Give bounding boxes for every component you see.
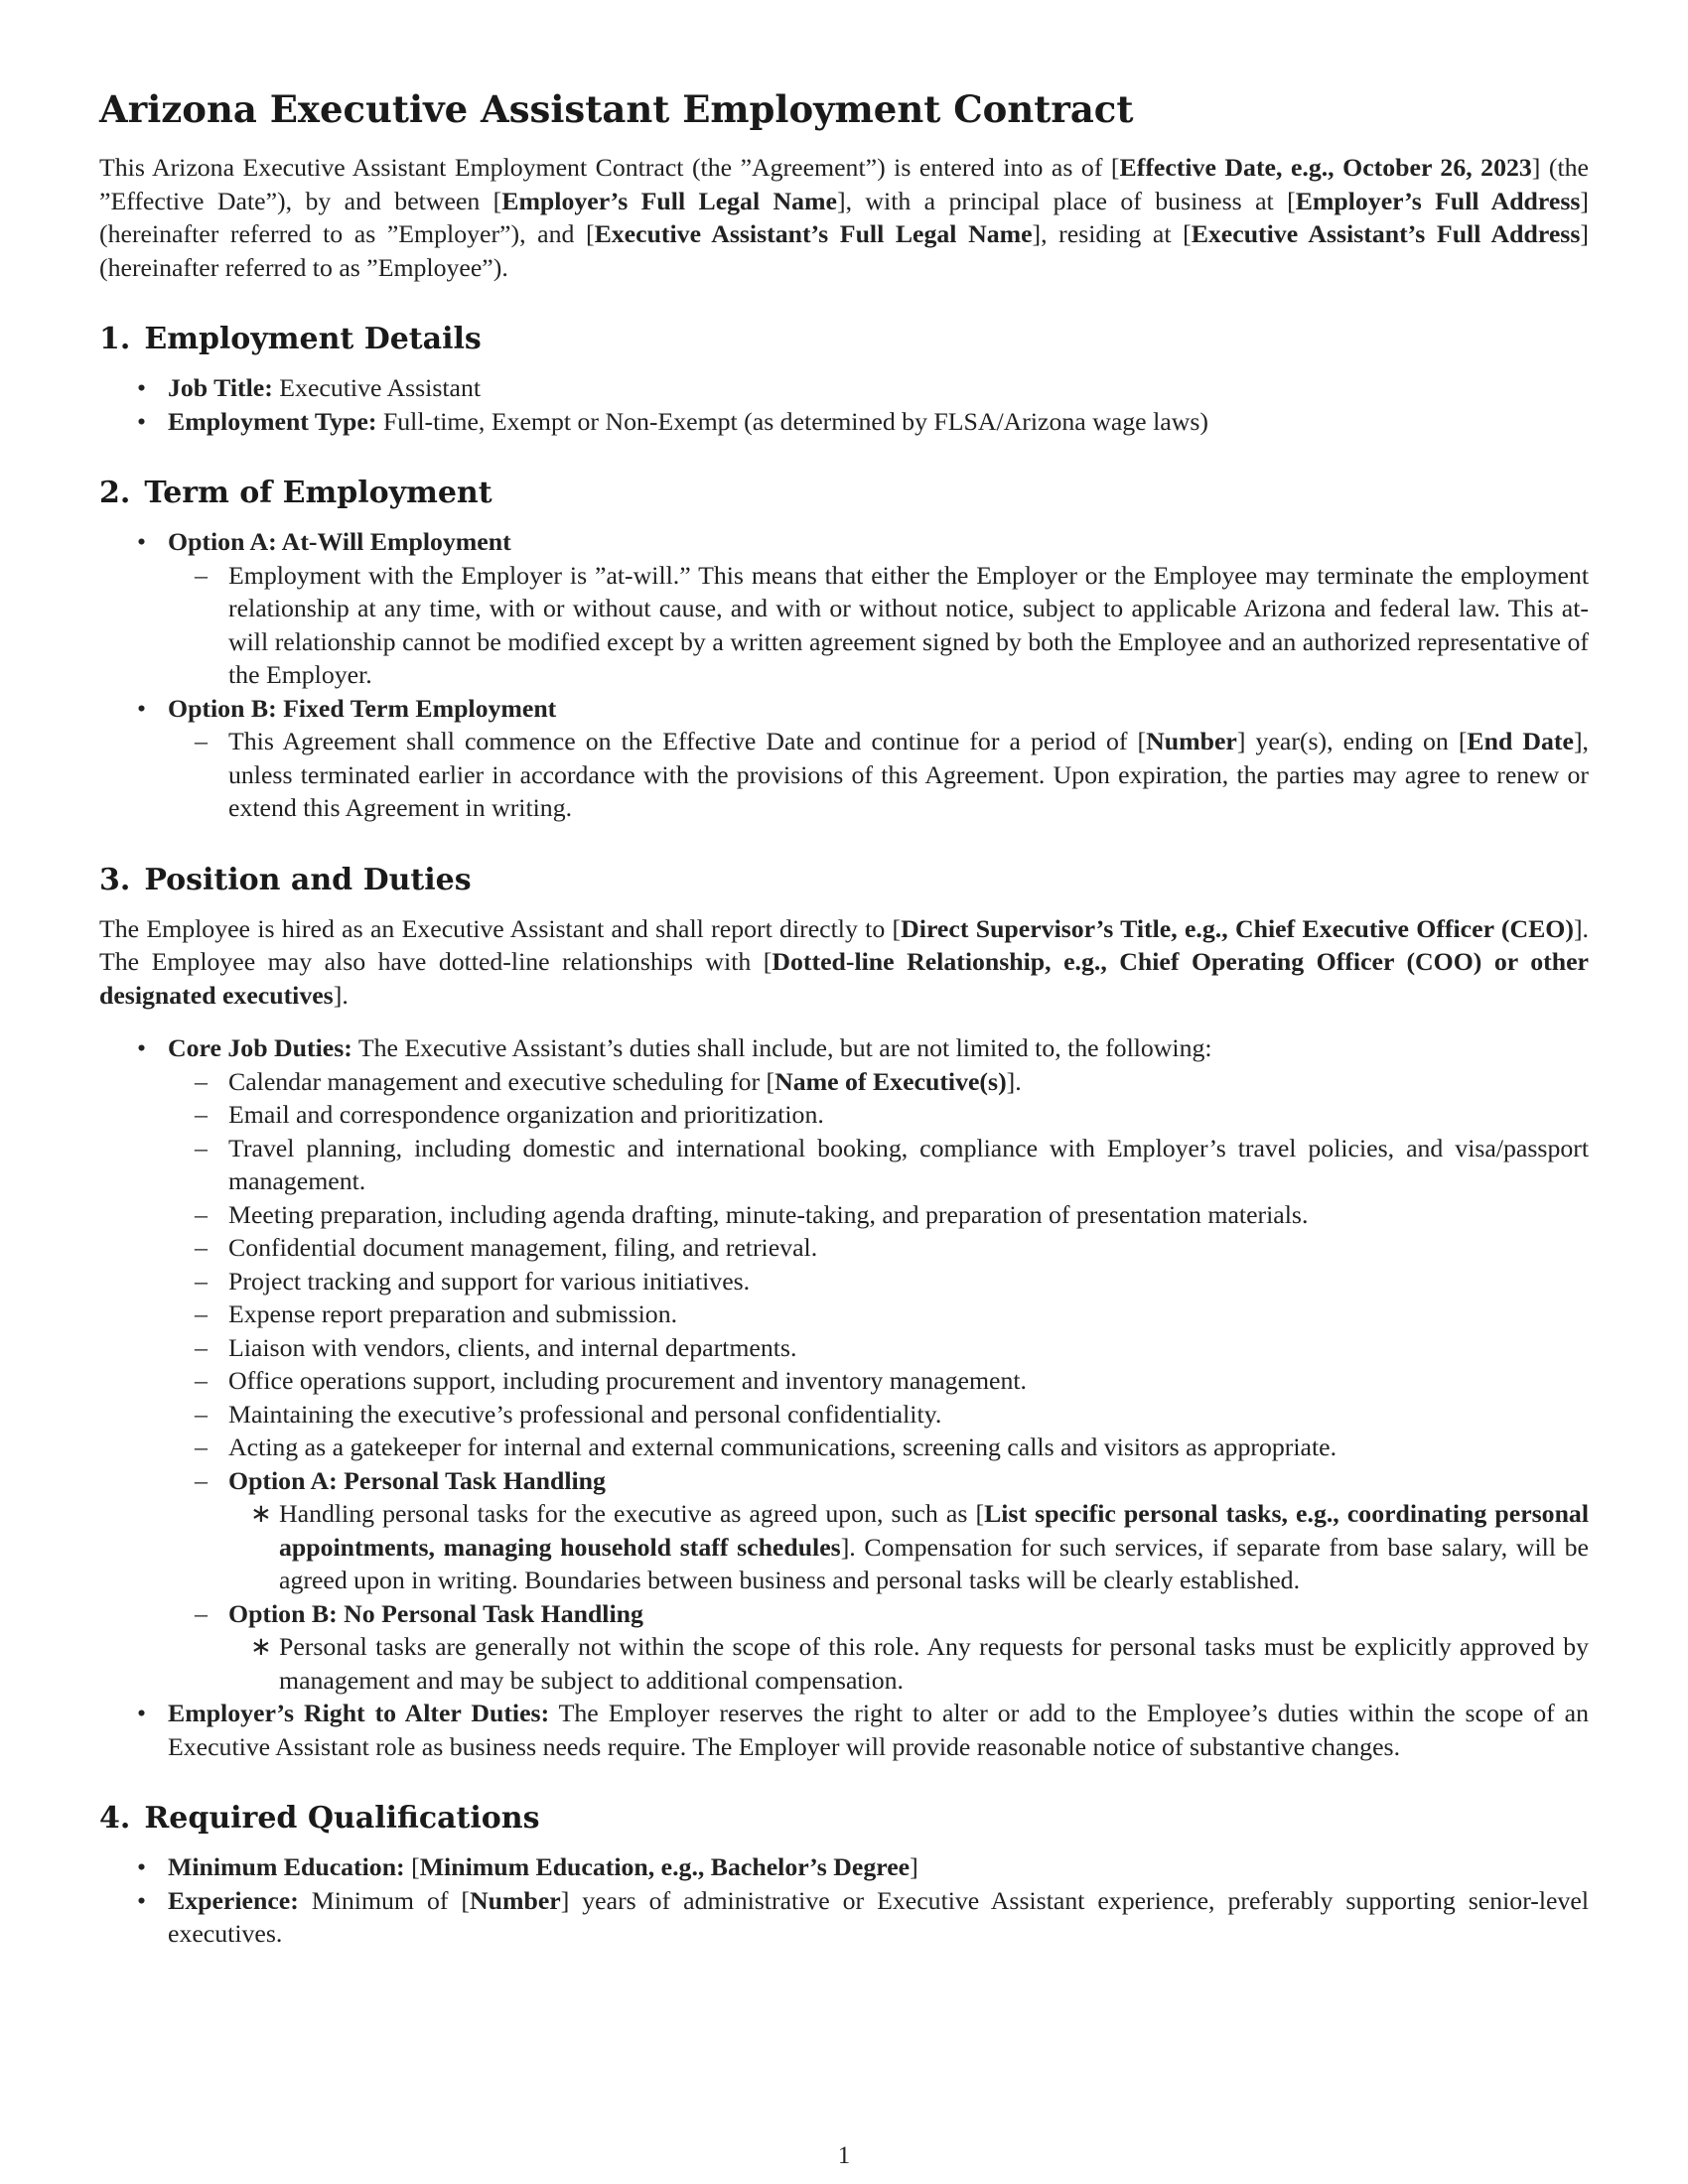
list-item: – Project tracking and support for various initiatives. [168, 1265, 1589, 1298]
intro-paragraph: This Arizona Executive Assistant Employment Contract (the ”Agreement”) is entered into as of [Effective Date, e.g., October 26, 2023] (the ”Effective Date”), by and between [Employer’s Full Legal Name], with a principal place of business at [Employer’s Full Address] (hereinafter referred to as ”Employer”), and [Executive Assistant’s Full Legal Name], residing at [Executive Assistant’s Full Address] (hereinafter referred to as ”Employee”). [99, 153, 1589, 282]
list-item: – Office operations support, including procurement and inventory management. [168, 1364, 1589, 1398]
list-item: ∗ Personal tasks are generally not within the scope of this role. Any requests for personal tasks must be explicitly approved by management and may be subject to additional compensation. [228, 1630, 1589, 1697]
position-paragraph: The Employee is hired as an Executive Assistant and shall report directly to [Direct Supervisor’s Title, e.g., Chief Executive Officer (CEO)]. The Employee may also have dotted-line relationships with [Dotted-line Relationship, e.g., Chief Operating Officer (COO) or other designated executives]. [99, 913, 1590, 1010]
list-item: – This Agreement shall commence on the Effective Date and continue for a period of [Number] year(s), ending on [End Date], unless terminated earlier in accordance with the provisions of this Agreement. Upon expiration, the parties may agree to renew or extend this Agreement in writing. [168, 725, 1589, 825]
section-heading: 4. Required Qualifications [99, 1801, 540, 1837]
list-item: ∗ Handling personal tasks for the executive as agreed upon, such as [List specific personal tasks, e.g., coordinating personal appointments, managing household staff schedules]. Compensation for such services, if separate from base salary, will be agreed upon in writing. Boundaries between business and personal tasks will be clearly established. [228, 1497, 1589, 1597]
list-item: • Job Title: Executive Assistant [99, 371, 1589, 405]
section-heading: 1. Employment Details [99, 322, 482, 357]
bullet-list [99, 371, 1589, 438]
section-heading: 2. Term of Employment [99, 476, 492, 511]
document-page [99, 87, 1589, 1951]
list-item: • Option B: Fixed Term Employment – This Agreement shall commence on the Effective Date and continue for a period of [Number] year(s), ending on [End Date], unless terminated earlier in accordance with the provisions of this Agreement. Upon expiration, the parties may agree to renew or extend this Agreement in writing. [99, 692, 1589, 825]
list-item: • Minimum Education: [Minimum Education, e.g., Bachelor’s Degree] [99, 1850, 1589, 1884]
list-item: • Option A: At-Will Employment – Employment with the Employer is ”at-will.” This means that either the Employer or the Employee may terminate the employment relationship at any time, with or without cause, and with or without notice, subject to applicable Arizona and federal law. This at-will relationship cannot be modified except by a written agreement signed by both the Employee and an authorized representative of the Employer. [99, 525, 1589, 692]
list-item: – Meeting preparation, including agenda drafting, minute-taking, and preparation of presentation materials. [168, 1198, 1589, 1232]
list-item: – Maintaining the executive’s professional and personal confidentiality. [168, 1398, 1589, 1432]
bullet-list [99, 1031, 1589, 1763]
bullet-list [99, 1850, 1589, 1951]
list-item: • Employer’s Right to Alter Duties: The Employer reserves the right to alter or add to the Employee’s duties within the scope of an Executive Assistant role as business needs require. The Employer will provide reasonable notice of substantive changes. [99, 1697, 1589, 1763]
list-item: • Core Job Duties: The Executive Assistant’s duties shall include, but are not limited to, the following: – Calendar management and executive scheduling for [Name of Executive(s)]. – Email and correspondence organization and prioritization. – Travel planning, including domestic and international booking, compliance with Employer’s travel policies, and visa/passport management. – Meeting preparation, including agenda drafting, minute-taking, and preparation of presentation materials. – Confidential document management, filing, and retrieval. – Project tracking and support for various initiatives. – Expense report preparation and submission. – Liaison with vendors, clients, and internal departments. – Office operations support, including procurement and inventory management. – Maintaining the executive’s professional and personal confidentiality. – Acting as a gatekeeper for internal and external communications, screening calls and visitors as appropriate. – Option A: Personal Task Handling ∗ Handling personal tasks for the executive as agreed upon, such as [List specific personal tasks, e.g., coordinating personal appointments, managing household staff schedules]. Compensation for such services, if separate from base salary, will be agreed upon in writing. Boundaries between business and personal tasks will be clearly established. – Option B: No Personal Task Handling ∗ Personal tasks are generally not within the scope of this role. Any requests for personal tasks must be explicitly approved by management and may be subject to additional compensation. [99, 1031, 1589, 1697]
list-item: – Option B: No Personal Task Handling ∗ Personal tasks are generally not within the scope of this role. Any requests for personal tasks must be explicitly approved by management and may be subject to additional compensation. [168, 1597, 1589, 1698]
bullet-list [99, 525, 1589, 825]
list-item: – Expense report preparation and submission. [168, 1297, 1589, 1331]
document-title: Arizona Executive Assistant Employment Contract [99, 87, 1134, 131]
list-item: – Calendar management and executive scheduling for [Name of Executive(s)]. [168, 1065, 1589, 1099]
list-item: – Confidential document management, filing, and retrieval. [168, 1231, 1589, 1265]
duties-list [168, 1065, 1589, 1698]
list-item: • Employment Type: Full-time, Exempt or Non-Exempt (as determined by FLSA/Arizona wage laws) [99, 405, 1589, 439]
list-item: – Employment with the Employer is ”at-will.” This means that either the Employer or the Employee may terminate the employment relationship at any time, with or without cause, and with or without notice, subject to applicable Arizona and federal law. This at-will relationship cannot be modified except by a written agreement signed by both the Employee and an authorized representative of the Employer. [168, 559, 1589, 692]
list-item: – Liaison with vendors, clients, and internal departments. [168, 1331, 1589, 1365]
list-item: • Experience: Minimum of [Number] years of administrative or Executive Assistant experience, preferably supporting senior-level executives. [99, 1884, 1589, 1951]
page-number: 1 [837, 2142, 851, 2169]
list-item: – Travel planning, including domestic and international booking, compliance with Employer’s travel policies, and visa/passport management. [168, 1132, 1589, 1198]
list-item: – Acting as a gatekeeper for internal and external communications, screening calls and visitors as appropriate. [168, 1431, 1589, 1464]
section-heading: 3. Position and Duties [99, 862, 472, 897]
list-item: – Option A: Personal Task Handling ∗ Handling personal tasks for the executive as agreed upon, such as [List specific personal tasks, e.g., coordinating personal appointments, managing household staff schedules]. Compensation for such services, if separate from base salary, will be agreed upon in writing. Boundaries between business and personal tasks will be clearly established. [168, 1464, 1589, 1597]
list-item: – Email and correspondence organization and prioritization. [168, 1098, 1589, 1132]
